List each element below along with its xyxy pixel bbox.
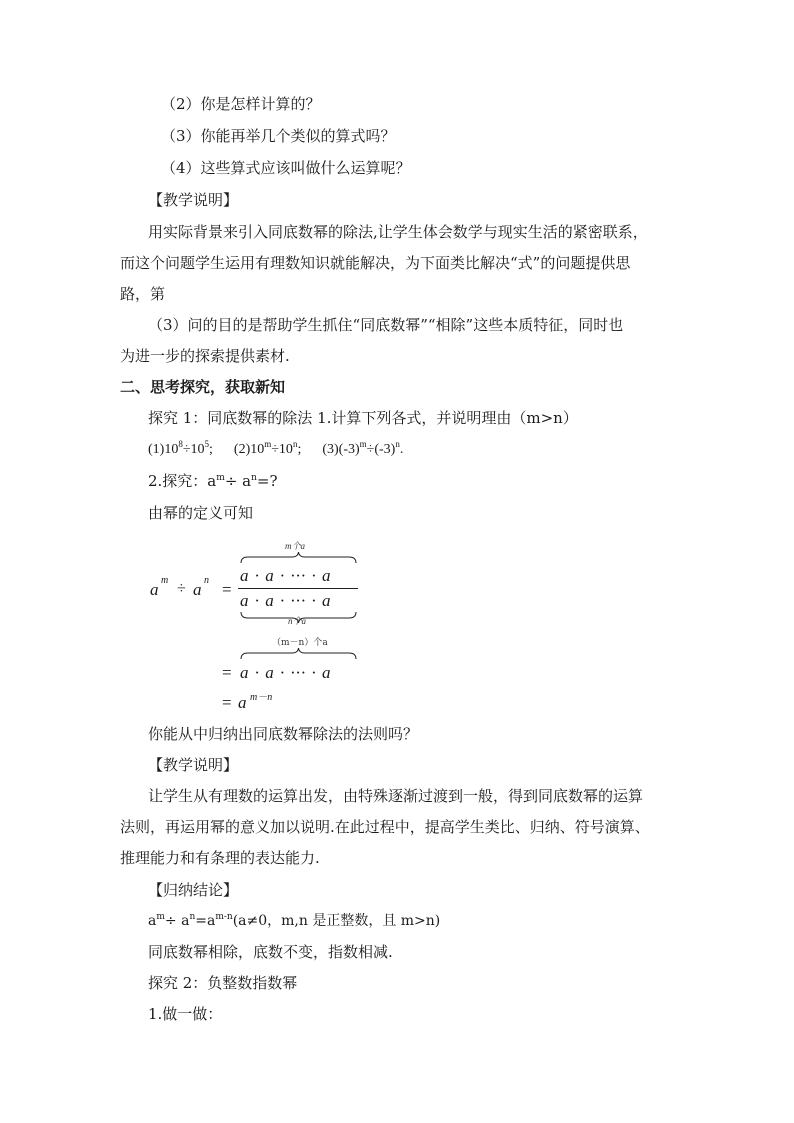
equals-2: = xyxy=(222,663,232,682)
note-paragraph-3-line-3: 推理能力和有条理的表达能力. xyxy=(120,849,320,867)
explore-2-question: 2.探究：$a^m\div a^n=$? xyxy=(148,472,278,490)
note-paragraph-1-line-2: 而这个问题学生运用有理数知识就能解决，为下面类比解决“式”的问题提供思 xyxy=(120,254,631,272)
explore-1-heading: 探究 1：同底数幂的除法 1.计算下列各式，并说明理由（m>n） xyxy=(148,409,578,427)
question-2: （2）你是怎样计算的？ xyxy=(161,95,321,113)
teaching-note-heading: 【教学说明】 xyxy=(148,191,239,209)
lhs-exp-m: m xyxy=(161,575,169,586)
question-4: （4）这些算式应该叫做什么运算呢？ xyxy=(161,159,411,177)
teaching-note-heading-2: 【教学说明】 xyxy=(148,756,239,774)
fraction-bar xyxy=(238,588,358,589)
equals-1: = xyxy=(222,580,232,599)
rule-text: 同底数幂相除，底数不变，指数相减. xyxy=(148,943,393,961)
from-definition: 由幂的定义可知 xyxy=(148,504,254,522)
lhs-base-a: a xyxy=(150,580,159,599)
lhs-base-a2: a xyxy=(193,580,202,599)
question-3: （3）你能再举几个类似的算式吗？ xyxy=(161,127,396,145)
note-paragraph-2-line-1: （3）问的目的是帮助学生抓住“同底数幂”“相除”这些本质特征，同时也 xyxy=(148,316,624,334)
result-product: a · a · ··· · a xyxy=(240,663,332,682)
do-it-prompt: 1.做一做： xyxy=(148,1005,223,1023)
brace-middle xyxy=(240,648,357,660)
lhs-divide: ÷ xyxy=(177,580,186,597)
exercise-line xyxy=(148,440,403,460)
induce-question: 你能从中归纳出同底数幂除法的法则吗？ xyxy=(148,725,419,743)
fraction-denominator: a · a · ··· · a xyxy=(240,591,332,610)
conclusion-heading: 【归纳结论】 xyxy=(148,881,239,899)
equals-3: = xyxy=(222,693,232,712)
section-heading: 二、思考探究，获取新知 xyxy=(120,378,286,396)
note-paragraph-2-line-2: 为进一步的探索提供素材. xyxy=(120,347,290,365)
brace-top xyxy=(240,552,357,564)
fraction-numerator: a · a · ··· · a xyxy=(240,566,332,585)
note-paragraph-3-line-2: 法则，再运用幂的意义加以说明.在此过程中，提高学生类比、归纳、符号演算、 xyxy=(120,818,650,836)
rule-formula: $a^m\div a^n=a^{m-n}(a\ne 0$，m,n 是正整数，且 m>n) xyxy=(148,912,441,929)
exercise-3: $(3)(-3)^m\div(-3)^n$. xyxy=(322,439,404,457)
brace-bottom-label: n个a xyxy=(288,616,307,626)
exercise-1: $(1)10^8\div 10^5$; xyxy=(148,439,213,457)
lhs-exp-n: n xyxy=(204,575,209,586)
explore-2-heading: 探究 2：负整数指数幂 xyxy=(148,974,298,992)
note-paragraph-1-line-1: 用实际背景来引入同底数幂的除法,让学生体会数学与现实生活的紧密联系， xyxy=(148,223,648,241)
exercise-2: $(2)10^m\div 10^n$; xyxy=(233,439,302,457)
result-base-a: a xyxy=(238,693,247,712)
note-paragraph-1-line-3: 路，第 xyxy=(120,285,166,303)
result-exp: m－n xyxy=(250,692,273,703)
note-paragraph-3-line-1: 让学生从有理数的运算出发，由特殊逐渐过渡到一般，得到同底数幂的运算 xyxy=(148,787,644,805)
brace-middle-label: （m－n）个a xyxy=(272,638,328,648)
brace-top-label: m个a xyxy=(285,541,305,551)
